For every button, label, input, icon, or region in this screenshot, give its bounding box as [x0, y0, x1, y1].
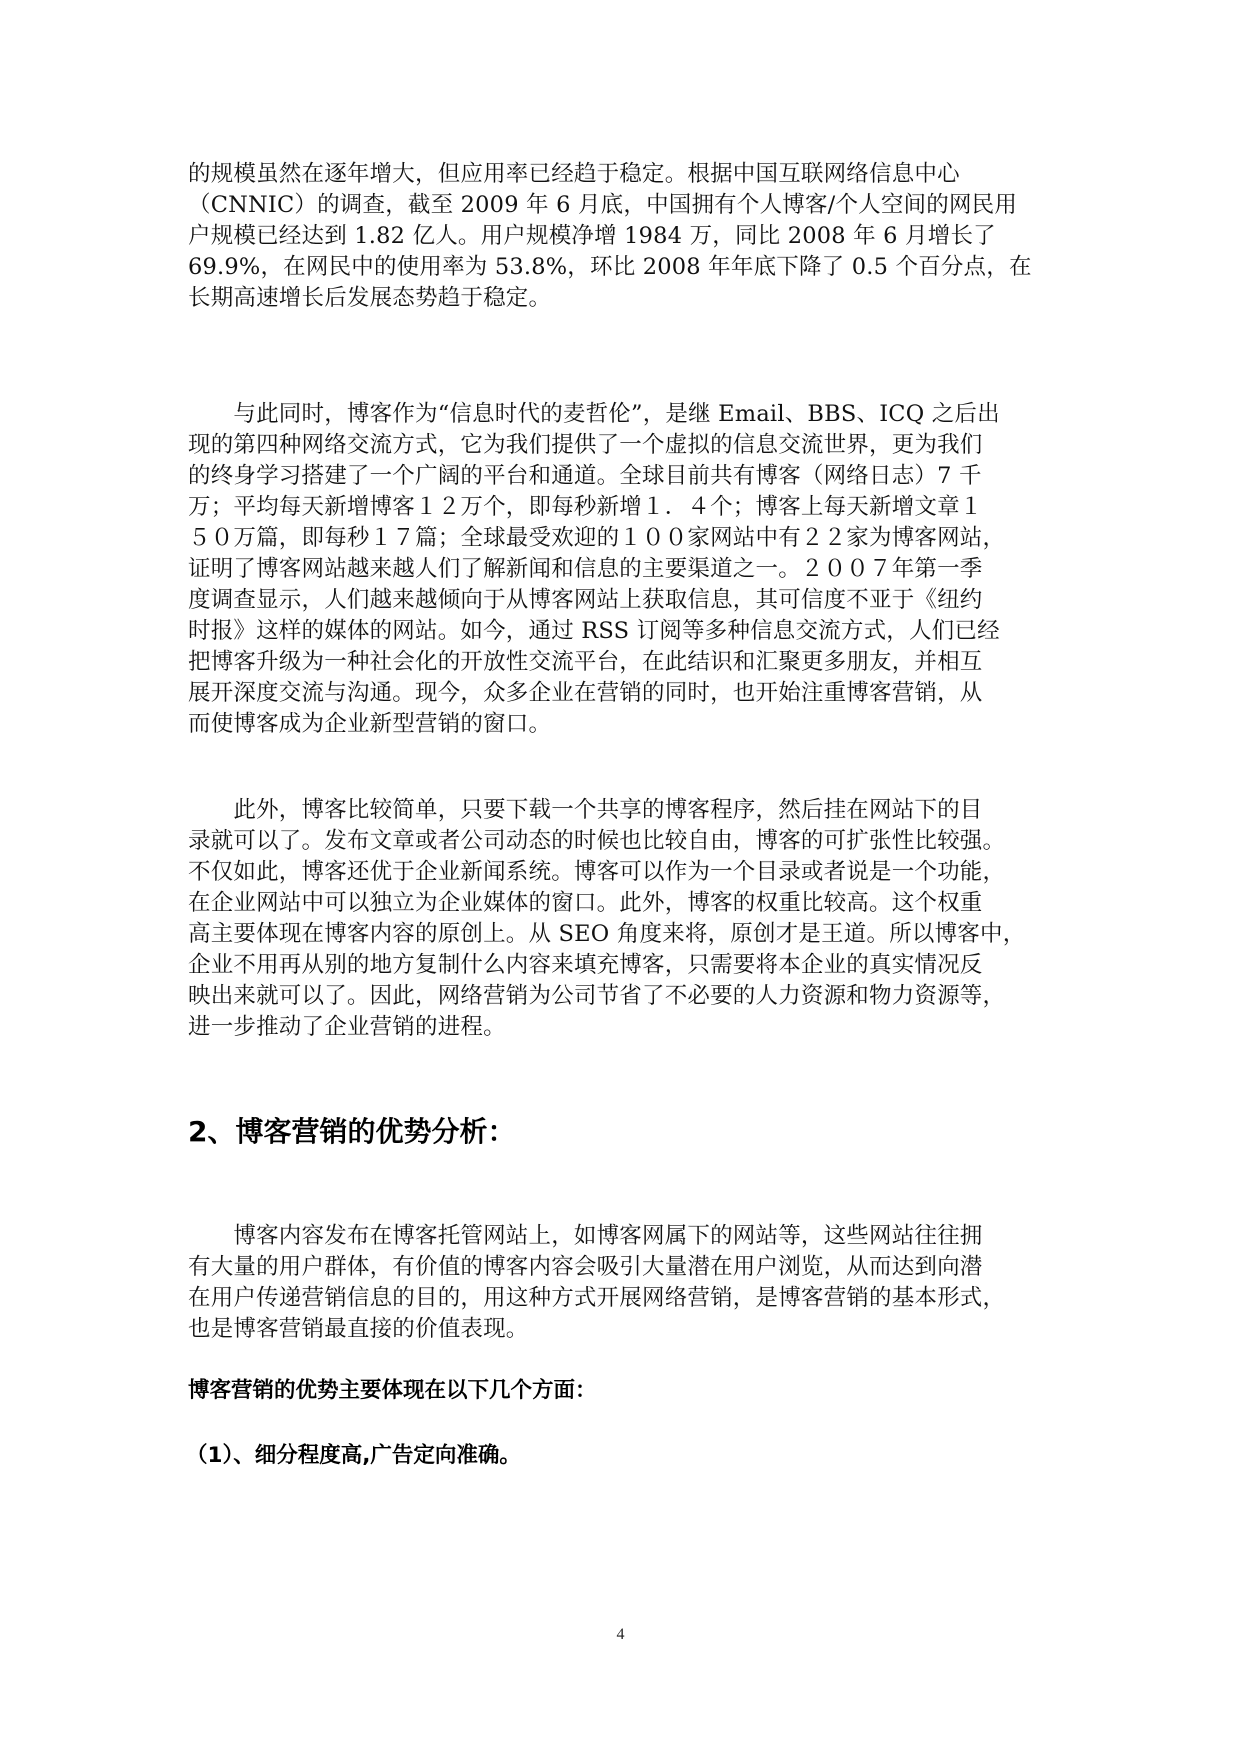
text-line: 证明了博客网站越来越人们了解新闻和信息的主要渠道之一。２００７年第一季 — [188, 556, 983, 582]
text-line: 而使博客成为企业新型营销的窗口。 — [188, 711, 552, 737]
text-line: 的规模虽然在逐年增大，但应用率已经趋于稳定。根据中国互联网络信息中心 — [188, 161, 960, 187]
paragraph-blog-simplicity — [188, 795, 1058, 1043]
text-line: 69.9%，在网民中的使用率为 53.8%，环比 2008 年年底下降了 0.5 个百分点，在 — [188, 254, 1032, 280]
text-line: 的终身学习搭建了一个广阔的平台和通道。全球目前共有博客（网络日志）7 千 — [188, 463, 982, 489]
text-line: 也是博客营销最直接的价值表现。 — [188, 1316, 529, 1342]
text-line: 户规模已经达到 1.82 亿人。用户规模净增 1984 万，同比 2008 年 6 月增长了 — [188, 223, 996, 249]
text-line: 高主要体现在博客内容的原创上。从 SEO 角度来将，原创才是王道。所以博客中， — [188, 921, 1026, 947]
text-line: 进一步推动了企业营销的进程。 — [188, 1014, 506, 1040]
text-line: ５０万篇，即每秒１７篇；全球最受欢迎的１００家网站中有２２家为博客网站， — [188, 525, 1006, 551]
paragraph-text — [188, 795, 1058, 1043]
text-line: 录就可以了。发布文章或者公司动态的时候也比较自由，博客的可扩张性比较强。 — [188, 828, 1006, 854]
text-line: 映出来就可以了。因此，网络营销为公司节省了不必要的人力资源和物力资源等， — [188, 983, 1006, 1009]
paragraph-blog-marketing-form — [188, 1221, 1058, 1345]
advantage-item-1: （1）、细分程度高,广告定向准确。 — [186, 1443, 521, 1468]
text-line: 博客内容发布在博客托管网站上，如博客网属下的网站等，这些网站往往拥 — [188, 1223, 983, 1249]
text-line: （CNNIC）的调查，截至 2009 年 6 月底，中国拥有个人博客/个人空间的网民用 — [188, 192, 1018, 218]
paragraph-blog-statistics — [188, 159, 1058, 314]
text-line: 在用户传递营销信息的目的，用这种方式开展网络营销，是博客营销的基本形式， — [188, 1285, 1006, 1311]
text-line: 展开深度交流与沟通。现今，众多企业在营销的同时，也开始注重博客营销，从 — [188, 680, 983, 706]
paragraph-blog-communication — [188, 399, 1058, 740]
text-line: 万；平均每天新增博客１２万个，即每秒新增１．４个；博客上每天新增文章１ — [188, 494, 983, 520]
text-line: 把博客升级为一种社会化的开放性交流平台，在此结识和汇聚更多朋友，并相互 — [188, 649, 983, 675]
text-line: 长期高速增长后发展态势趋于稳定。 — [188, 285, 552, 311]
advantages-intro: 博客营销的优势主要体现在以下几个方面： — [188, 1378, 597, 1403]
text-line: 时报》这样的媒体的网站。如今，通过 RSS 订阅等多种信息交流方式，人们已经 — [188, 618, 1000, 644]
text-line: 在企业网站中可以独立为企业媒体的窗口。此外，博客的权重比较高。这个权重 — [188, 890, 983, 916]
text-line: 有大量的用户群体，有价值的博客内容会吸引大量潜在用户浏览，从而达到向潜 — [188, 1254, 983, 1280]
text-line: 此外，博客比较简单，只要下载一个共享的博客程序，然后挂在网站下的目 — [188, 797, 983, 823]
text-line: 企业不用再从别的地方复制什么内容来填充博客，只需要将本企业的真实情况反 — [188, 952, 983, 978]
paragraph-text — [188, 399, 1058, 740]
text-line: 不仅如此，博客还优于企业新闻系统。博客可以作为一个目录或者说是一个功能， — [188, 859, 1006, 885]
text-line: 现的第四种网络交流方式，它为我们提供了一个虚拟的信息交流世界，更为我们 — [188, 432, 983, 458]
paragraph-text — [188, 1221, 1058, 1345]
page-number: 4 — [616, 1626, 625, 1643]
text-line: 与此同时，博客作为“信息时代的麦哲伦”，是继 Email、BBS、ICQ 之后出 — [188, 401, 1000, 427]
text-line: 度调查显示，人们越来越倾向于从博客网站上获取信息，其可信度不亚于《纽约 — [188, 587, 983, 613]
paragraph-text — [188, 159, 1058, 314]
section-heading: 2、博客营销的优势分析： — [188, 1115, 516, 1148]
